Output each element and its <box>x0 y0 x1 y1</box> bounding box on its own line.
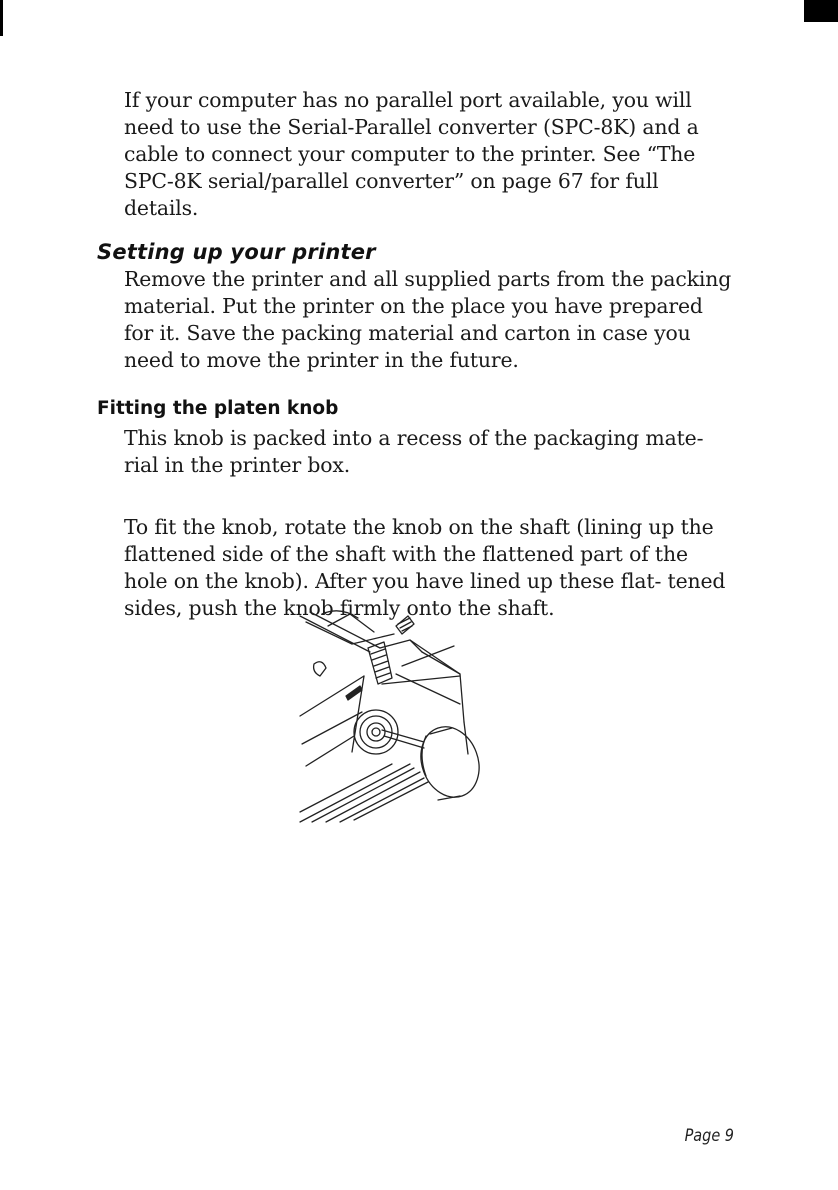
platen-knob-paragraph-2: To fit the knob, rotate the knob on the shaft (lining up the flattened side of the shaft with the flattened part of the hole on the knob). After you have lined up these flat- tened sides, push the knob firmly onto the shaft. <box>124 515 726 620</box>
setup-heading: Setting up your printer <box>97 240 376 264</box>
side-slot <box>346 686 362 700</box>
printer-top-rails <box>300 611 422 652</box>
registration-mark-right <box>804 0 838 22</box>
intro-paragraph: If your computer has no parallel port available, you will need to use the Serial-Parallel converter (SPC-8K) and a cable to connect your computer to the printer. See “The SPC-8K serial/parallel converter” on page 67 for full details. <box>124 88 699 220</box>
registration-mark-left <box>0 0 3 36</box>
paper-guide <box>396 616 414 634</box>
page-number: Page 9 <box>684 1126 734 1146</box>
setup-paragraph: Remove the printer and all supplied parts from the packing material. Put the printer on the place you have prepared for it. Save the packing material and carton in case you need to move the printer in the future. <box>124 267 732 372</box>
platen-knob-heading: Fitting the platen knob <box>97 398 339 419</box>
small-lever <box>314 662 326 676</box>
knob-icon <box>411 719 488 806</box>
platen-knob-paragraph-1: This knob is packed into a recess of the packaging mate- rial in the printer box. <box>124 426 704 477</box>
platen-knob-illustration <box>292 604 492 824</box>
platen-shaft-hub <box>354 710 424 754</box>
base-hatching <box>300 764 428 822</box>
